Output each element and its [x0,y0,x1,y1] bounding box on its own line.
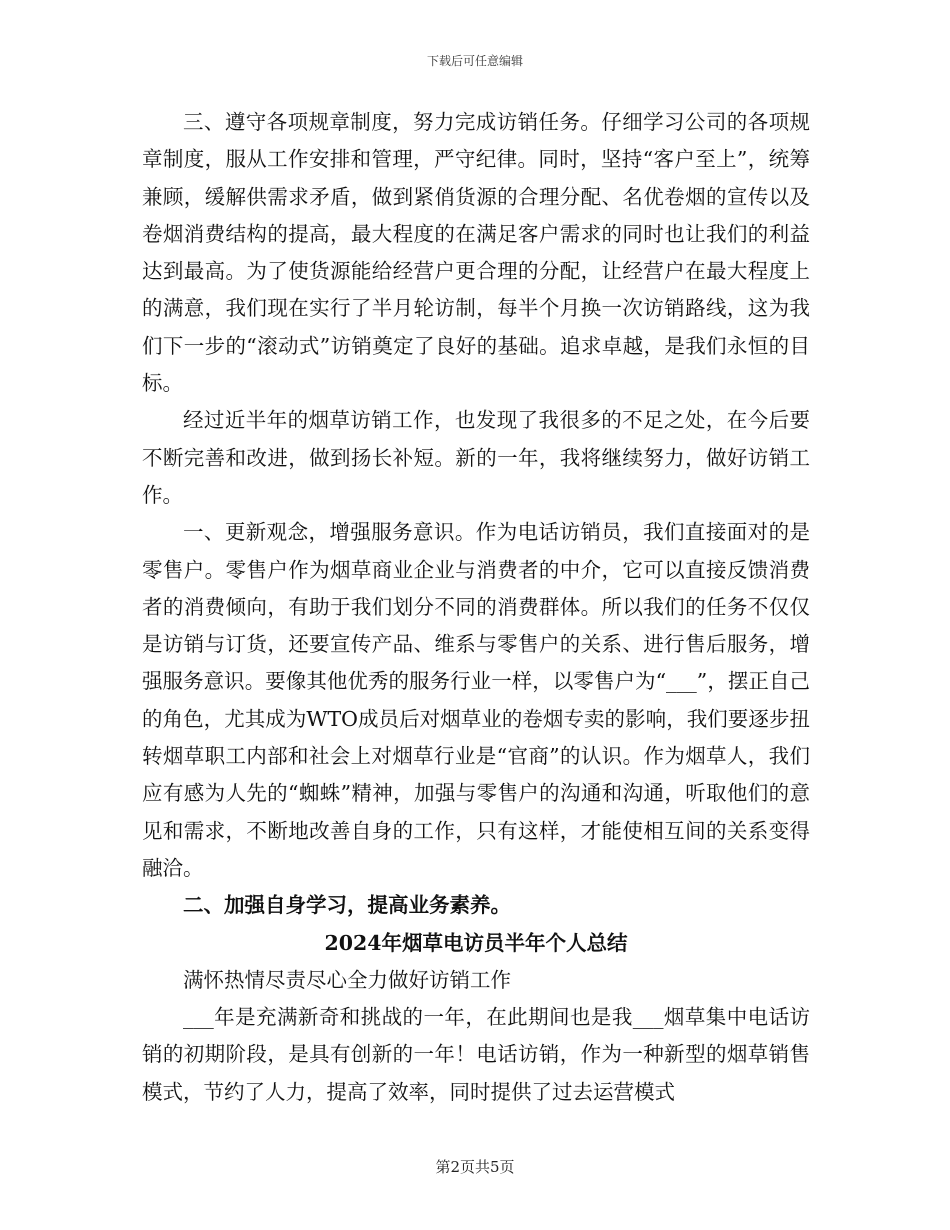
section-heading-self-study: 二、加强自身学习，提高业务素养。 [183,893,511,918]
page-header: 下载后可任意编辑 [426,54,523,68]
paragraph-intro: ___年是充满新奇和挑战的一年，在此期间也是我___烟草集中电话访销的初期阶段，是具有创新的一年！电话访销，作为一种新型的烟草销售模式，节约了人力，提高了效率，同时提供了过去运营模式 [142,1005,810,1104]
document-body [142,104,810,1111]
paragraph-shortcomings: 经过近半年的烟草访销工作，也发现了我很多的不足之处，在今后要不断完善和改进，做到扬长补短。新的一年，我将继续努力，做好访销工作。 [142,408,810,507]
subtitle: 满怀热情尽责尽心全力做好访销工作 [183,967,511,992]
paragraph-rules-compliance: 三、遵守各项规章制度，努力完成访销任务。仔细学习公司的各项规章制度，服从工作安排和管理，严守纪律。同时，坚持“客户至上”，统筹兼顾，缓解供需求矛盾，做到紧俏货源的合理分配、名优卷烟的宣传以及卷烟消费结构的提高，最大程度的在满足客户需求的同时也让我们的利益达到最高。为了使货源能给经营户更合理的分配，让经营户在最大程度上的满意，我们现在实行了半月轮访制，每半个月换一次访销路线，这为我们下一步的“滚动式”访销奠定了良好的基础。追求卓越，是我们永恒的目标。 [142,110,810,396]
paragraph-service-awareness: 一、更新观念，增强服务意识。作为电话访销员，我们直接面对的是零售户。零售户作为烟草商业企业与消费者的中介，它可以直接反馈消费者的消费倾向，有助于我们划分不同的消费群体。所以我们的任务不仅仅是访销与订货，还要宣传产品、维系与零售户的关系、进行售后服务，增强服务意识。要像其他优秀的服务行业一样，以零售户为“___”，摆正自己的角色，尤其成为WTO成员后对烟草业的卷烟专卖的影响，我们要逐步扭转烟草职工内部和社会上对烟草行业是“官商”的认识。作为烟草人，我们应有感为人先的“蜘蛛”精神，加强与零售户的沟通和沟通，听取他们的意见和需求，不断地改善自身的工作，只有这样，才能使相互间的关系变得融洽。 [142,520,810,880]
page-number: 第2页共5页 [435,1158,515,1176]
document-title: 2024年烟草电访员半年个人总结 [324,930,628,955]
